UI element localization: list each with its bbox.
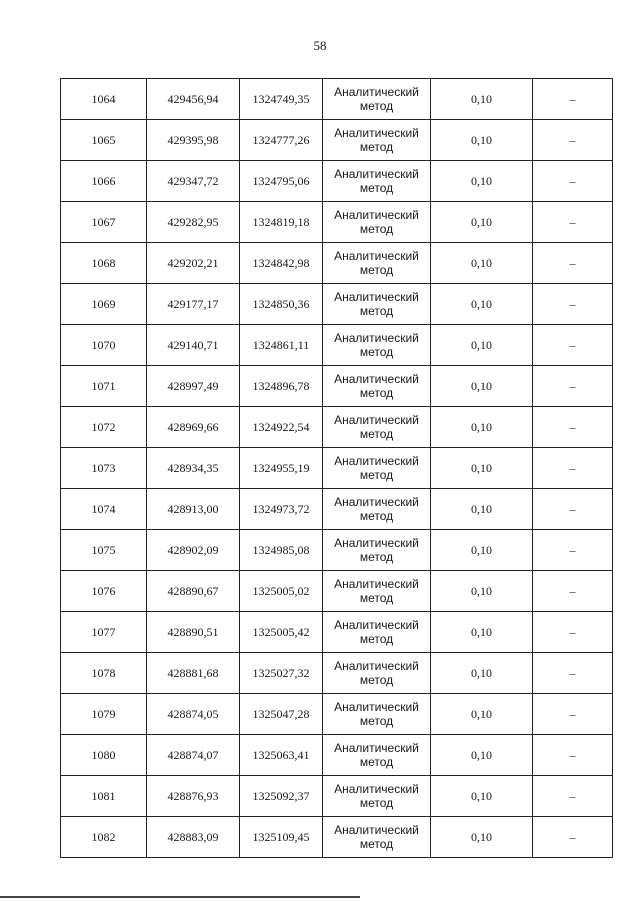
accuracy-cell: 0,10 [431, 612, 533, 653]
accuracy-cell: 0,10 [431, 817, 533, 858]
y-coordinate-cell: 1324842,98 [240, 243, 323, 284]
extra-cell: – [533, 243, 613, 284]
point-number-cell: 1074 [61, 489, 147, 530]
table-row [61, 202, 613, 243]
table-row [61, 325, 613, 366]
x-coordinate-cell: 428890,67 [147, 571, 240, 612]
table-row [61, 161, 613, 202]
point-number-cell: 1075 [61, 530, 147, 571]
x-coordinate-cell: 429177,17 [147, 284, 240, 325]
table-row [61, 366, 613, 407]
method-cell [323, 243, 431, 284]
x-coordinate-cell: 428969,66 [147, 407, 240, 448]
method-line-2: метод [359, 386, 394, 400]
method-line-2: метод [359, 181, 394, 195]
method-cell [323, 79, 431, 120]
table-row [61, 120, 613, 161]
page-number: 58 [313, 38, 327, 53]
point-number-cell: 1065 [61, 120, 147, 161]
point-number-cell: 1064 [61, 79, 147, 120]
extra-cell: – [533, 161, 613, 202]
extra-cell: – [533, 776, 613, 817]
accuracy-cell: 0,10 [431, 489, 533, 530]
method-cell [323, 776, 431, 817]
accuracy-cell: 0,10 [431, 120, 533, 161]
x-coordinate-cell: 428876,93 [147, 776, 240, 817]
extra-cell: – [533, 530, 613, 571]
method-line-1: Аналитический [334, 741, 419, 755]
method-line-1: Аналитический [334, 413, 419, 427]
method-line-1: Аналитический [334, 577, 419, 591]
accuracy-cell: 0,10 [431, 79, 533, 120]
method-cell [323, 612, 431, 653]
y-coordinate-cell: 1324819,18 [240, 202, 323, 243]
method-line-2: метод [359, 509, 394, 523]
point-number-cell: 1069 [61, 284, 147, 325]
method-line-1: Аналитический [334, 249, 419, 263]
table-row [61, 489, 613, 530]
method-line-2: метод [359, 263, 394, 277]
method-line-2: метод [359, 345, 394, 359]
extra-cell: – [533, 448, 613, 489]
method-line-1: Аналитический [334, 208, 419, 222]
y-coordinate-cell: 1325063,41 [240, 735, 323, 776]
accuracy-cell: 0,10 [431, 735, 533, 776]
method-line-1: Аналитический [334, 659, 419, 673]
extra-cell: – [533, 202, 613, 243]
accuracy-cell: 0,10 [431, 366, 533, 407]
y-coordinate-cell: 1324955,19 [240, 448, 323, 489]
method-cell [323, 653, 431, 694]
extra-cell: – [533, 120, 613, 161]
method-line-2: метод [359, 304, 394, 318]
method-line-1: Аналитический [334, 331, 419, 345]
point-number-cell: 1073 [61, 448, 147, 489]
method-cell [323, 202, 431, 243]
y-coordinate-cell: 1324850,36 [240, 284, 323, 325]
y-coordinate-cell: 1324985,08 [240, 530, 323, 571]
method-line-1: Аналитический [334, 167, 419, 181]
point-number-cell: 1082 [61, 817, 147, 858]
method-line-2: метод [359, 755, 394, 769]
extra-cell: – [533, 571, 613, 612]
extra-cell: – [533, 612, 613, 653]
x-coordinate-cell: 428874,05 [147, 694, 240, 735]
method-line-2: метод [359, 468, 394, 482]
x-coordinate-cell: 429456,94 [147, 79, 240, 120]
extra-cell: – [533, 325, 613, 366]
accuracy-cell: 0,10 [431, 243, 533, 284]
table-row [61, 776, 613, 817]
method-line-2: метод [359, 837, 394, 851]
x-coordinate-cell: 428913,00 [147, 489, 240, 530]
y-coordinate-cell: 1324777,26 [240, 120, 323, 161]
table-row [61, 735, 613, 776]
accuracy-cell: 0,10 [431, 161, 533, 202]
table-row [61, 407, 613, 448]
table-row [61, 243, 613, 284]
method-line-1: Аналитический [334, 290, 419, 304]
point-number-cell: 1072 [61, 407, 147, 448]
method-cell [323, 366, 431, 407]
extra-cell: – [533, 735, 613, 776]
y-coordinate-cell: 1325027,32 [240, 653, 323, 694]
x-coordinate-cell: 428934,35 [147, 448, 240, 489]
y-coordinate-cell: 1325005,42 [240, 612, 323, 653]
method-line-1: Аналитический [334, 536, 419, 550]
y-coordinate-cell: 1325047,28 [240, 694, 323, 735]
scan-edge-line [0, 896, 360, 898]
method-line-2: метод [359, 714, 394, 728]
x-coordinate-cell: 428902,09 [147, 530, 240, 571]
accuracy-cell: 0,10 [431, 776, 533, 817]
x-coordinate-cell: 428874,07 [147, 735, 240, 776]
x-coordinate-cell: 429282,95 [147, 202, 240, 243]
method-line-1: Аналитический [334, 782, 419, 796]
table-row [61, 694, 613, 735]
point-number-cell: 1066 [61, 161, 147, 202]
point-number-cell: 1077 [61, 612, 147, 653]
y-coordinate-cell: 1324896,78 [240, 366, 323, 407]
y-coordinate-cell: 1324861,11 [240, 325, 323, 366]
method-line-1: Аналитический [334, 85, 419, 99]
method-line-1: Аналитический [334, 618, 419, 632]
x-coordinate-cell: 428997,49 [147, 366, 240, 407]
extra-cell: – [533, 407, 613, 448]
method-cell [323, 817, 431, 858]
method-line-2: метод [359, 673, 394, 687]
table-row [61, 284, 613, 325]
method-line-2: метод [359, 632, 394, 646]
table-row [61, 817, 613, 858]
table-row [61, 653, 613, 694]
table-row [61, 612, 613, 653]
y-coordinate-cell: 1324795,06 [240, 161, 323, 202]
accuracy-cell: 0,10 [431, 448, 533, 489]
method-cell [323, 120, 431, 161]
x-coordinate-cell: 429347,72 [147, 161, 240, 202]
method-line-1: Аналитический [334, 454, 419, 468]
method-cell [323, 407, 431, 448]
method-cell [323, 571, 431, 612]
accuracy-cell: 0,10 [431, 325, 533, 366]
method-line-2: метод [359, 796, 394, 810]
x-coordinate-cell: 429202,21 [147, 243, 240, 284]
method-line-1: Аналитический [334, 700, 419, 714]
method-cell [323, 284, 431, 325]
y-coordinate-cell: 1324973,72 [240, 489, 323, 530]
method-cell [323, 530, 431, 571]
accuracy-cell: 0,10 [431, 202, 533, 243]
method-line-1: Аналитический [334, 126, 419, 140]
method-line-2: метод [359, 140, 394, 154]
table-row [61, 79, 613, 120]
table-body [61, 79, 613, 858]
point-number-cell: 1067 [61, 202, 147, 243]
point-number-cell: 1078 [61, 653, 147, 694]
y-coordinate-cell: 1324749,35 [240, 79, 323, 120]
point-number-cell: 1079 [61, 694, 147, 735]
extra-cell: – [533, 694, 613, 735]
point-number-cell: 1076 [61, 571, 147, 612]
point-number-cell: 1068 [61, 243, 147, 284]
extra-cell: – [533, 489, 613, 530]
method-cell [323, 489, 431, 530]
x-coordinate-cell: 428890,51 [147, 612, 240, 653]
table-row [61, 571, 613, 612]
accuracy-cell: 0,10 [431, 653, 533, 694]
method-line-2: метод [359, 550, 394, 564]
extra-cell: – [533, 79, 613, 120]
method-line-1: Аналитический [334, 495, 419, 509]
method-cell [323, 161, 431, 202]
x-coordinate-cell: 429395,98 [147, 120, 240, 161]
method-line-1: Аналитический [334, 372, 419, 386]
point-number-cell: 1080 [61, 735, 147, 776]
extra-cell: – [533, 817, 613, 858]
point-number-cell: 1081 [61, 776, 147, 817]
accuracy-cell: 0,10 [431, 407, 533, 448]
accuracy-cell: 0,10 [431, 284, 533, 325]
accuracy-cell: 0,10 [431, 571, 533, 612]
method-line-2: метод [359, 591, 394, 605]
y-coordinate-cell: 1325109,45 [240, 817, 323, 858]
accuracy-cell: 0,10 [431, 694, 533, 735]
method-cell [323, 448, 431, 489]
y-coordinate-cell: 1324922,54 [240, 407, 323, 448]
y-coordinate-cell: 1325092,37 [240, 776, 323, 817]
table-row [61, 530, 613, 571]
x-coordinate-cell: 428881,68 [147, 653, 240, 694]
method-line-2: метод [359, 99, 394, 113]
extra-cell: – [533, 653, 613, 694]
y-coordinate-cell: 1325005,02 [240, 571, 323, 612]
extra-cell: – [533, 284, 613, 325]
point-number-cell: 1070 [61, 325, 147, 366]
method-line-2: метод [359, 427, 394, 441]
accuracy-cell: 0,10 [431, 530, 533, 571]
method-line-1: Аналитический [334, 823, 419, 837]
x-coordinate-cell: 428883,09 [147, 817, 240, 858]
x-coordinate-cell: 429140,71 [147, 325, 240, 366]
method-cell [323, 735, 431, 776]
method-cell [323, 325, 431, 366]
method-cell [323, 694, 431, 735]
extra-cell: – [533, 366, 613, 407]
coordinates-table [60, 78, 613, 858]
point-number-cell: 1071 [61, 366, 147, 407]
method-line-2: метод [359, 222, 394, 236]
table-row [61, 448, 613, 489]
